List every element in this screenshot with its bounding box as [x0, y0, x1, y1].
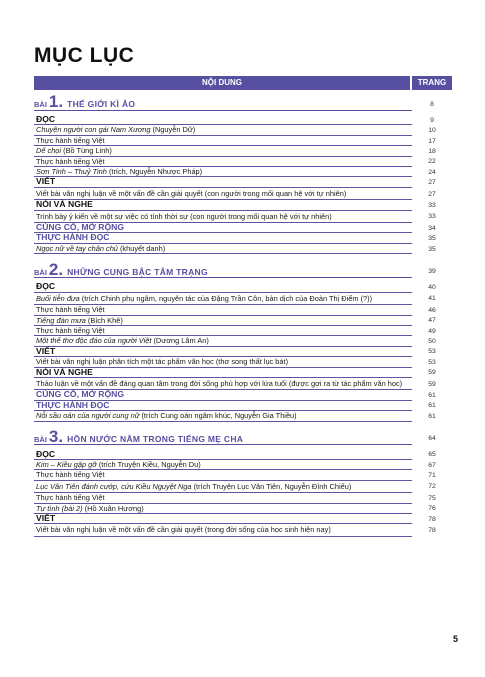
toc-entry[interactable] [34, 146, 452, 156]
entry-page: 34 [428, 224, 436, 232]
entry-title: Tiếng đàn mưa [36, 315, 86, 325]
entry-page: 67 [428, 461, 436, 469]
unit-prefix: BÀI [34, 434, 47, 444]
entry-title: Buổi tiễn đưa [36, 293, 80, 303]
toc-entry[interactable] [34, 316, 452, 326]
toc-header [34, 76, 452, 90]
toc-entry[interactable] [34, 481, 452, 493]
entry-page: 40 [428, 283, 436, 291]
entry-page: 33 [428, 213, 436, 221]
entry-text: Thực hành tiếng Việt [36, 470, 105, 480]
entry-page: 61 [428, 392, 436, 400]
entry-page: 50 [428, 338, 436, 346]
entry-page: 53 [428, 358, 436, 366]
entry-page: 17 [428, 137, 436, 145]
unit-heading[interactable] [34, 260, 452, 282]
unit-number: 3. [48, 426, 64, 446]
toc-entry[interactable] [34, 336, 452, 346]
entry-page: 18 [428, 147, 436, 155]
entry-text: (Bích Khê) [85, 315, 123, 325]
entry-page: 10 [428, 127, 436, 135]
header-content-label: NỘI DUNG [34, 76, 410, 90]
unit-page: 39 [428, 267, 436, 275]
toc-section[interactable] [34, 233, 452, 243]
page-title: MỤC LỤC [34, 44, 135, 67]
entry-text: (Bồ Tùng Linh) [61, 146, 112, 156]
entry-text: (trích Chinh phụ ngâm, nguyên tác của Đặng Trần Côn, bản dịch của Đoàn Thị Điểm (?)) [79, 293, 373, 303]
entry-title: Ngọc nữ về tay chân chủ [36, 243, 118, 253]
section-label: VIẾT [34, 514, 412, 524]
entry-text: (khuyết danh) [117, 243, 166, 253]
page-number: 5 [453, 634, 459, 644]
entry-text: (trích Truyện Lục Vân Tiên, Nguyễn Đình Chiểu) [191, 481, 352, 491]
toc-section[interactable] [34, 282, 452, 292]
entry-page: 35 [428, 245, 436, 253]
toc-section[interactable] [34, 177, 452, 187]
toc-body [34, 91, 452, 537]
entry-page: 72 [428, 483, 436, 491]
toc-entry[interactable] [34, 293, 452, 305]
section-label: VIẾT [34, 177, 412, 187]
toc-section[interactable] [34, 401, 452, 411]
entry-page: 61 [428, 412, 436, 420]
unit-number: 1. [48, 92, 64, 112]
entry-page: 22 [428, 158, 436, 166]
entry-page: 24 [428, 168, 436, 176]
entry-page: 59 [428, 369, 436, 377]
entry-text: Thực hành tiếng Việt [36, 156, 105, 166]
entry-page: 59 [428, 380, 436, 388]
entry-title: Kim – Kiều gặp gỡ [36, 459, 97, 469]
unit-heading[interactable] [34, 93, 452, 115]
entry-text: Thực hành tiếng Việt [36, 493, 105, 503]
entry-page: 75 [428, 494, 436, 502]
unit-number: 2. [48, 259, 64, 279]
entry-page: 49 [428, 327, 436, 335]
toc-entry[interactable] [34, 493, 452, 503]
toc-section[interactable] [34, 115, 452, 125]
section-label: ĐỌC [34, 282, 412, 292]
entry-text: (Hồ Xuân Hương) [82, 503, 144, 513]
section-label: ĐỌC [34, 115, 412, 125]
toc-section[interactable] [34, 200, 452, 210]
section-label: NÓI VÀ NGHE [34, 368, 412, 378]
entry-title: Dế chọi [36, 146, 62, 156]
toc-entry[interactable] [34, 524, 452, 536]
unit-heading[interactable] [34, 428, 452, 450]
toc-entry[interactable] [34, 167, 452, 177]
entry-title: Một thế thơ độc đáo của người Việt [36, 336, 152, 346]
section-label: NÓI VÀ NGHE [34, 200, 412, 210]
entry-page: 47 [428, 317, 436, 325]
entry-page: 78 [428, 515, 436, 523]
entry-text: Thực hành tiếng Việt [36, 325, 105, 335]
entry-text: Viết bài văn nghị luận về một vấn đề cần giải quyết (trong đời sống của học sinh hiện nay) [36, 525, 331, 535]
entry-page: 61 [428, 402, 436, 410]
section-label: CỦNG CỐ, MỞ RỘNG [34, 223, 412, 233]
section-label: ĐỌC [34, 450, 412, 460]
toc-section[interactable] [34, 347, 452, 357]
header-page-label: TRANG [412, 76, 452, 90]
unit-prefix: BÀI [34, 100, 47, 110]
entry-title: Tự tình (bài 2) [36, 503, 83, 513]
entry-text: Thực hành tiếng Việt [36, 305, 105, 315]
toc-section[interactable] [34, 514, 452, 524]
unit-prefix: BÀI [34, 267, 47, 277]
toc-section[interactable] [34, 450, 452, 460]
entry-text: (Nguyễn Dữ) [150, 125, 196, 135]
entry-page: 53 [428, 348, 436, 356]
entry-page: 71 [428, 472, 436, 480]
toc-entry[interactable] [34, 125, 452, 135]
entry-page: 35 [428, 235, 436, 243]
toc-entry[interactable] [34, 136, 452, 146]
section-label: THỰC HÀNH ĐỌC [34, 401, 412, 411]
section-label: CỦNG CỐ, MỞ RỘNG [34, 390, 412, 400]
entry-page: 27 [428, 190, 436, 198]
entry-page: 46 [428, 306, 436, 314]
unit-title: NHỮNG CUNG BẬC TÂM TRẠNG [67, 266, 208, 277]
toc-entry[interactable] [34, 326, 452, 336]
entry-page: 41 [428, 295, 436, 303]
toc-entry[interactable] [34, 411, 452, 421]
toc-entry[interactable] [34, 157, 452, 167]
entry-page: 27 [428, 179, 436, 187]
entry-text: Viết bài văn nghị luận phân tích một tác phẩm văn học (thơ song thất lục bát) [36, 357, 289, 367]
toc-entry[interactable] [34, 357, 452, 367]
toc-entry[interactable] [34, 188, 452, 200]
entry-title: Lục Vân Tiên đánh cướp, cứu Kiều Nguyệt Nga [36, 481, 192, 491]
entry-page: 76 [428, 505, 436, 513]
toc-section[interactable] [34, 368, 452, 378]
section-label: VIẾT [34, 347, 412, 357]
entry-page: 65 [428, 451, 436, 459]
entry-title: Chuyện người con gái Nam Xương [36, 125, 151, 135]
toc-entry[interactable] [34, 470, 452, 480]
unit-title: HỒN NƯỚC NẰM TRONG TIẾNG MẸ CHA [67, 433, 244, 444]
unit-page: 8 [430, 100, 434, 108]
entry-text: Viết bài văn nghị luận về một vấn đề cần giải quyết (con người trong mối quan hệ với tự nhiên) [36, 188, 347, 198]
entry-text: (Dương Lâm An) [151, 336, 209, 346]
entry-page: 9 [430, 116, 434, 124]
entry-title: Sơn Tinh – Thuỷ Tinh [36, 167, 107, 177]
toc-entry[interactable] [34, 244, 452, 254]
entry-text: (trích Cung oán ngâm khúc, Nguyễn Gia Thiều) [139, 411, 297, 421]
section-label: THỰC HÀNH ĐỌC [34, 233, 412, 243]
entry-text: Thảo luận về một vấn đề đáng quan tâm trong đời sống phù hợp với lứa tuổi (được gợi ra từ tác phẩm văn học) [36, 378, 403, 388]
entry-page: 78 [428, 527, 436, 535]
entry-text: (trích Truyện Kiều, Nguyễn Du) [96, 459, 201, 469]
entry-page: 33 [428, 201, 436, 209]
toc-entry[interactable] [34, 460, 452, 470]
entry-text: Thực hành tiếng Việt [36, 135, 105, 145]
entry-title: Nỗi sầu oán của người cung nữ [36, 411, 140, 421]
entry-text: (trích, Nguyễn Nhược Pháp) [106, 167, 203, 177]
unit-page: 64 [428, 435, 436, 443]
toc-entry[interactable] [34, 305, 452, 315]
unit-title: THẾ GIỚI KÌ ẢO [67, 99, 136, 110]
toc-entry[interactable] [34, 504, 452, 514]
entry-text: Trình bày ý kiến về một sự việc có tính thời sự (con người trong mối quan hệ với tự nhiên) [36, 211, 332, 221]
